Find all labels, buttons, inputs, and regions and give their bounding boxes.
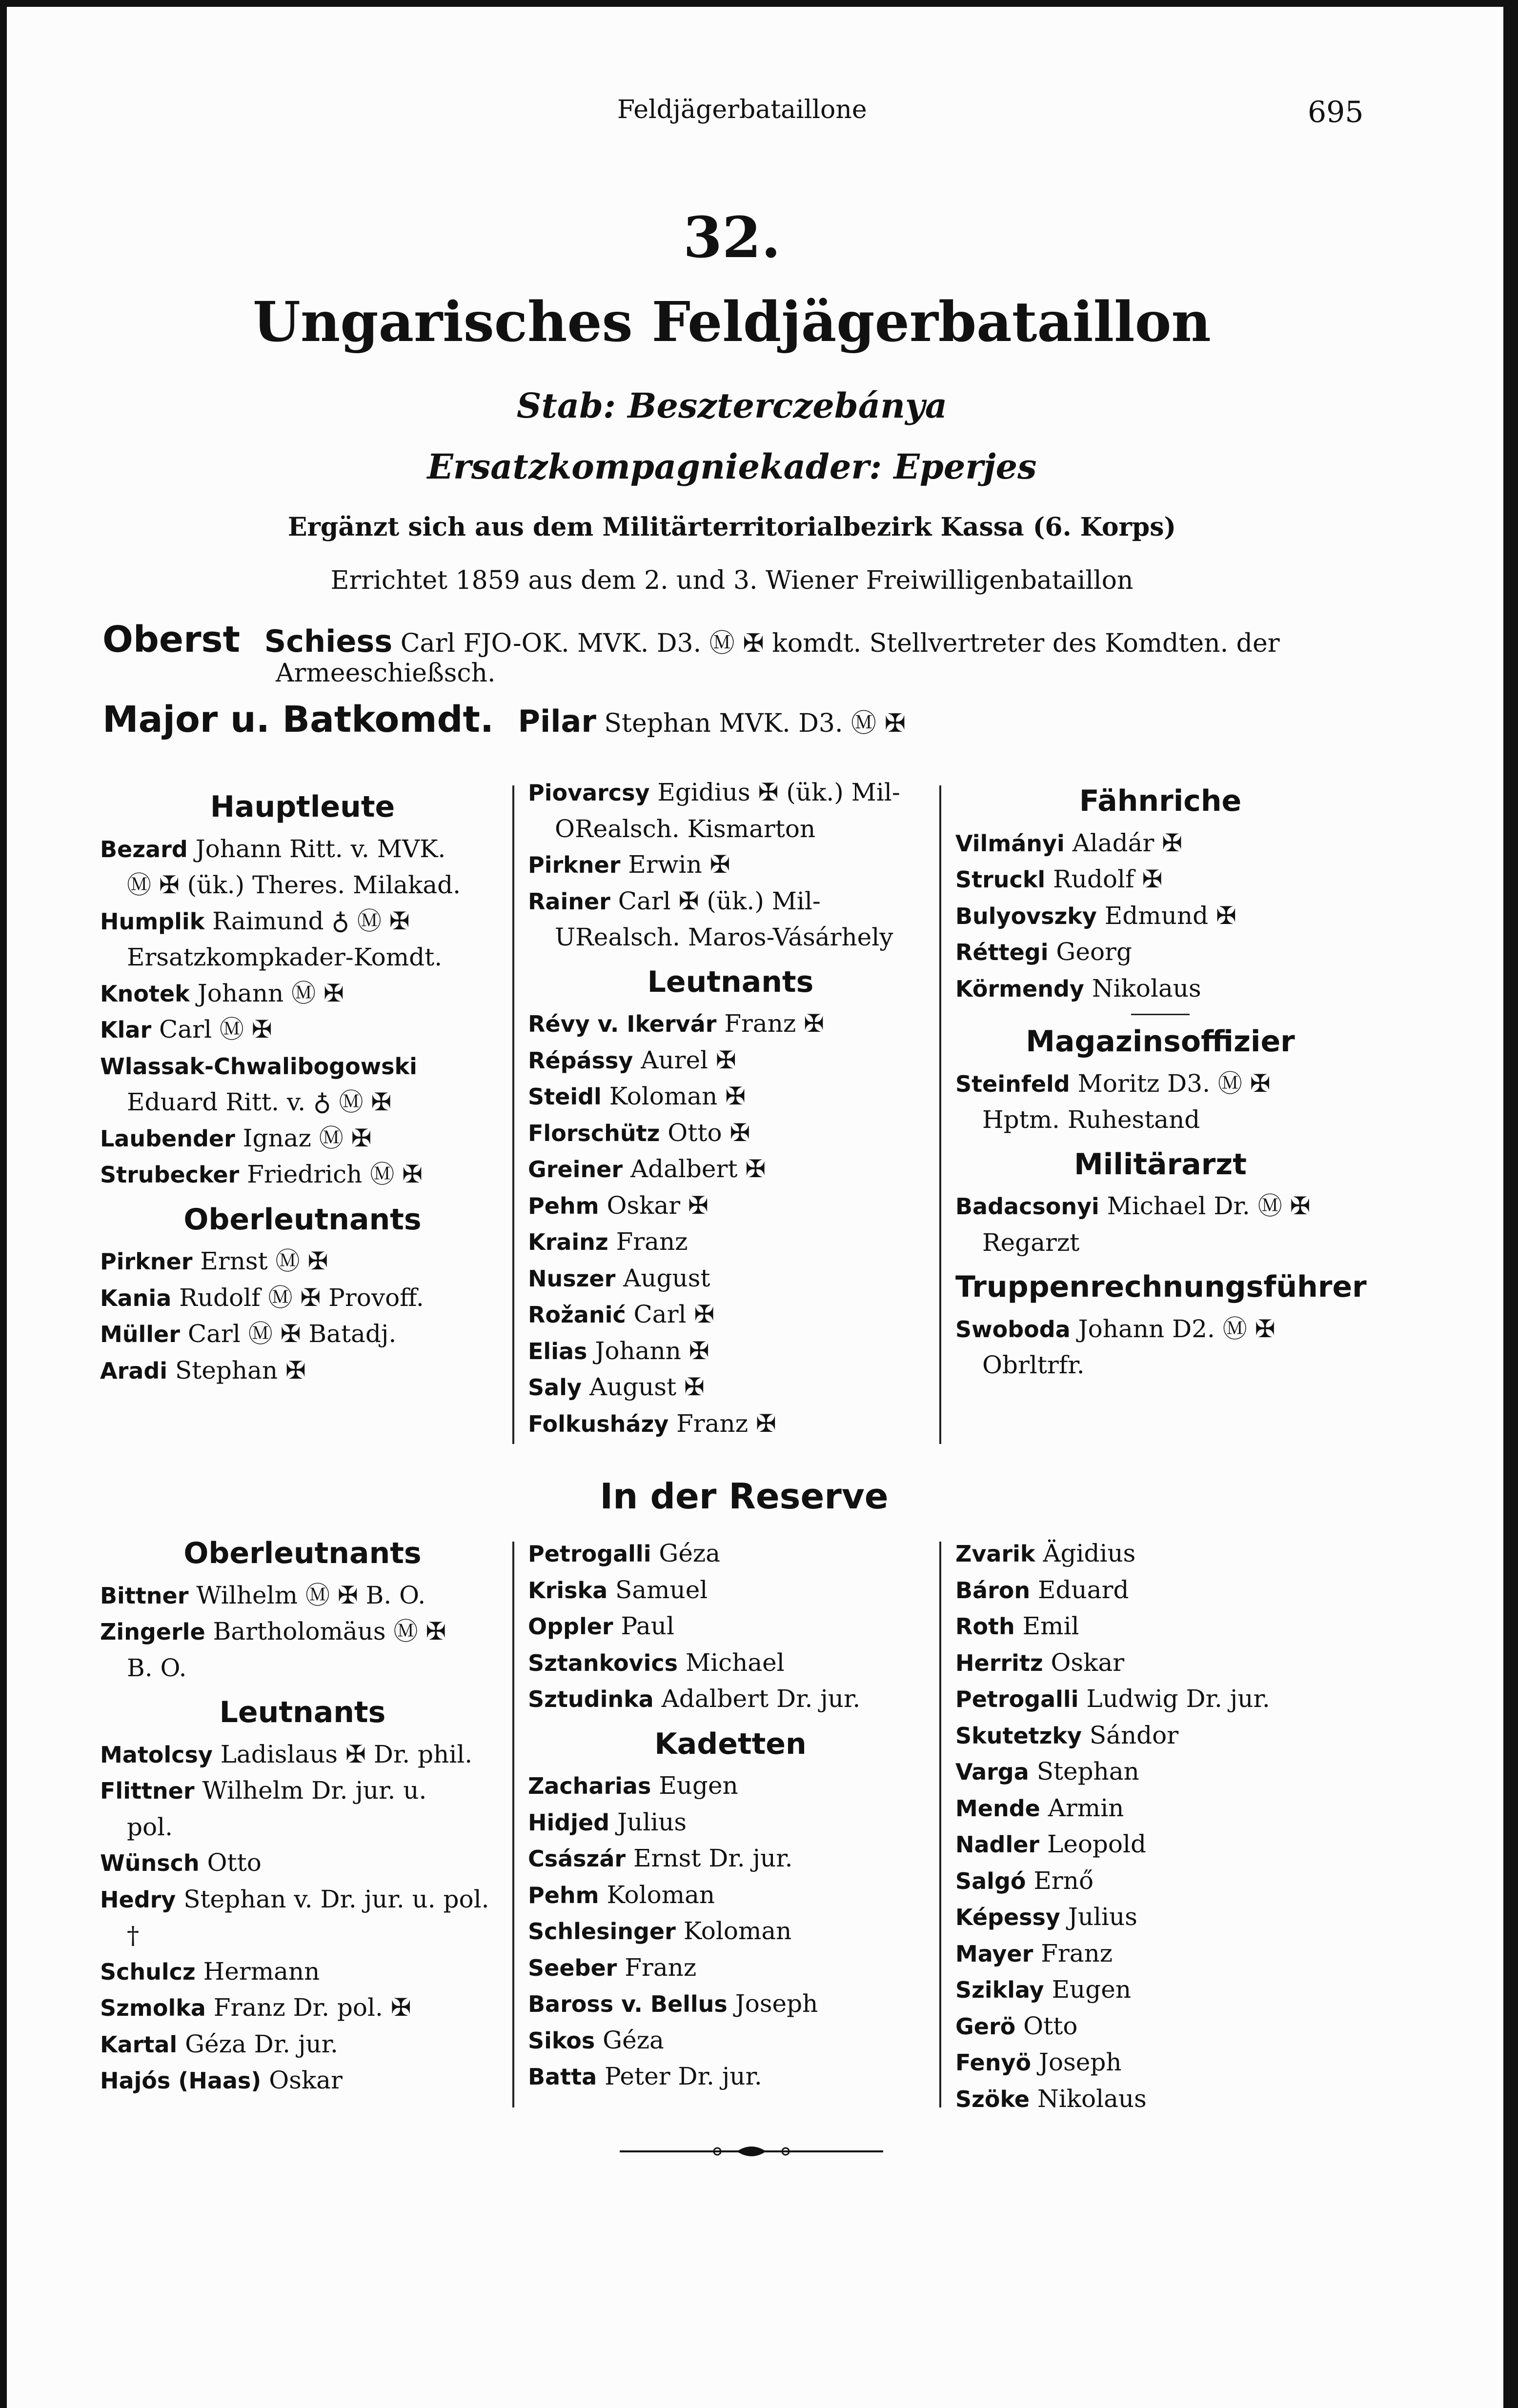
roster-entry [100, 1353, 505, 1389]
person-details: Oskar ✠ [607, 1191, 708, 1220]
roster-entry [955, 1066, 1365, 1103]
roster-entry [528, 1986, 933, 2023]
roster-entry [955, 1536, 1365, 1572]
person-details: Rudolf ✠ [1053, 865, 1163, 893]
person-details: Ernst Dr. jur. [633, 1844, 793, 1872]
reserve-column-1 [100, 1527, 505, 2099]
person-details: Edmund ✠ [1104, 901, 1236, 930]
roster-entry [955, 2008, 1365, 2045]
person-details: Ignaz Ⓜ ✠ [243, 1124, 372, 1152]
roster-entry [528, 775, 933, 811]
roster-entry [528, 1369, 933, 1406]
person-details: Koloman [683, 1917, 792, 1945]
person-surname: Laubender [100, 1125, 235, 1152]
person-surname: Sztudinka [528, 1686, 654, 1712]
person-surname: Pehm [528, 1882, 599, 1908]
roster-entry [528, 1608, 933, 1645]
person-details: B. O. [127, 1653, 187, 1682]
section-rule [1131, 1014, 1190, 1015]
person-details: Eugen [1052, 1975, 1132, 2004]
column-divider [512, 785, 514, 1444]
person-details: Franz [616, 1227, 688, 1256]
unit-title: Ungarisches Feldjägerbataillon [253, 290, 1211, 354]
roster-entry [100, 976, 505, 1012]
roster-entry-continuation [100, 1650, 505, 1686]
roster-entry [100, 1157, 505, 1193]
person-surname: Petrogalli [528, 1541, 651, 1567]
roster-entry [955, 2081, 1365, 2118]
person-details: Ernő [1033, 1866, 1094, 1895]
roster-entry [100, 1244, 505, 1280]
section-heading: Truppenrechnungsführer [955, 1270, 1367, 1304]
person-details: Erwin ✠ [628, 850, 730, 879]
roster-entry [100, 1614, 505, 1650]
person-surname: Baross v. Bellus [528, 1991, 728, 2017]
roster-entry [955, 1188, 1365, 1225]
person-details: Raimund ♁ Ⓜ ✠ [212, 906, 410, 935]
person-details: pol. [127, 1812, 173, 1841]
person-details: Moritz D3. Ⓜ ✠ [1077, 1069, 1271, 1098]
person-details: Adalbert Dr. jur. [661, 1685, 861, 1713]
person-surname: Wünsch [100, 1850, 200, 1876]
roster-entry [955, 862, 1365, 898]
unit-ersatz: Ersatzkompagniekader: Eperjes [427, 446, 1037, 487]
person-surname: Hedry [100, 1886, 176, 1913]
person-details: Johann Ⓜ ✠ [197, 979, 344, 1007]
person-details: August ✠ [589, 1373, 705, 1401]
person-details: Michael [685, 1648, 785, 1677]
reserve-heading: In der Reserve [600, 1476, 889, 1517]
person-details: Franz Dr. pol. ✠ [213, 1993, 411, 2022]
person-surname: Strubecker [100, 1162, 240, 1188]
person-surname: Oppler [528, 1613, 613, 1640]
running-title: Feldjägerbataillone [617, 95, 867, 124]
person-surname: Kartal [100, 2031, 178, 2058]
person-details: Bartholomäus Ⓜ ✠ [213, 1617, 446, 1645]
section-heading: Oberleutnants [183, 1202, 422, 1237]
person-details: Franz ✠ [724, 1009, 825, 1038]
roster-entry [528, 1841, 933, 1877]
roster-entry [528, 1406, 933, 1443]
roster-entry [100, 831, 505, 868]
roster-entry [100, 1882, 505, 1918]
person-surname: Schlesinger [528, 1918, 676, 1945]
roster-entry [100, 2063, 505, 2099]
person-details: Franz [625, 1953, 697, 1982]
roster-entry [100, 2027, 505, 2063]
person-surname: Aradi [100, 1357, 168, 1384]
roster-entry [100, 1316, 505, 1353]
roster-entry [100, 1578, 505, 1614]
person-surname: Salgó [955, 1867, 1026, 1894]
person-details: Aurel ✠ [641, 1045, 736, 1074]
person-surname: Bittner [100, 1582, 189, 1609]
person-details: Peter Dr. jur. [605, 2062, 762, 2090]
person-surname: Rožanić [528, 1302, 626, 1328]
oberst-details: Carl FJO-OK. MVK. D3. Ⓜ ✠ komdt. Stellvertreter des Komdten. der [400, 629, 1280, 658]
person-details: Oskar [269, 2066, 343, 2094]
roster-entry [528, 1877, 933, 1914]
roster-entry-continuation [955, 1102, 1365, 1138]
person-details: Rudolf Ⓜ ✠ Provoff. [179, 1283, 424, 1312]
person-surname: Báron [955, 1577, 1031, 1604]
roster-entry [528, 1768, 933, 1805]
person-details: Hermann [203, 1957, 320, 1986]
person-surname: Elias [528, 1338, 587, 1365]
column-divider [939, 1542, 941, 2107]
person-details: Samuel [615, 1575, 708, 1604]
person-surname: Varga [955, 1759, 1029, 1785]
roster-entry [528, 1261, 933, 1297]
roster-entry [100, 1954, 505, 1990]
person-details: Otto [1023, 2011, 1078, 2040]
roster-entry [528, 2023, 933, 2059]
roster-entry [528, 1681, 933, 1718]
person-surname: Steinfeld [955, 1070, 1070, 1097]
person-surname: Zingerle [100, 1619, 205, 1645]
person-details: Adalbert ✠ [630, 1155, 766, 1183]
roster-entry [528, 1006, 933, 1043]
person-surname: Répássy [528, 1047, 633, 1074]
person-surname: Sziklay [955, 1977, 1044, 2003]
person-surname: Kania [100, 1284, 172, 1311]
roster-entry [955, 1645, 1365, 1682]
roster-entry [955, 1572, 1365, 1609]
person-surname: Struckl [955, 866, 1046, 893]
roster-entry [528, 1572, 933, 1609]
person-details: Emil [1022, 1612, 1079, 1640]
roster-entry [528, 1079, 933, 1115]
person-surname: Batta [528, 2064, 597, 2090]
person-details: Nikolaus [1092, 974, 1201, 1003]
person-details: Johann D2. Ⓜ ✠ [1078, 1314, 1275, 1343]
section-heading: Kadetten [654, 1726, 807, 1761]
roster-entry-continuation [100, 1084, 505, 1121]
roster-entry [528, 847, 933, 883]
person-surname: Krainz [528, 1229, 608, 1255]
oberst-cont: Armeeschießsch. [276, 659, 496, 688]
person-surname: Pehm [528, 1192, 599, 1219]
ornament-divider [620, 2142, 883, 2161]
person-details: Sándor [1089, 1721, 1179, 1749]
roster-entry [528, 1297, 933, 1333]
person-surname: Klar [100, 1017, 152, 1043]
person-surname: Herritz [955, 1649, 1043, 1676]
person-details: Carl Ⓜ ✠ Batadj. [187, 1320, 397, 1348]
roster-entry [100, 1845, 505, 1882]
person-details: Ladislaus ✠ Dr. phil. [220, 1740, 473, 1768]
person-details: Stephan ✠ [175, 1356, 306, 1385]
roster-entry [528, 1151, 933, 1188]
person-details: Ersatzkompkader-Komdt. [127, 943, 443, 971]
person-details: Stephan v. Dr. jur. u. pol. [183, 1885, 489, 1913]
roster-entry [528, 883, 933, 920]
person-surname: Zacharias [528, 1773, 651, 1799]
person-details: Julius [1068, 1903, 1137, 1931]
person-surname: Skutetzky [955, 1722, 1082, 1749]
person-details: Nikolaus [1037, 2084, 1147, 2113]
person-surname: Gerö [955, 2013, 1016, 2040]
roster-entry-continuation [100, 940, 505, 976]
active-column-1 [100, 781, 505, 1389]
roster-entry-continuation [100, 1918, 505, 1954]
person-details: Oskar [1051, 1648, 1125, 1677]
person-details: Otto [207, 1848, 262, 1877]
roster-entry [528, 1224, 933, 1261]
column-divider [939, 785, 941, 1444]
roster-entry [955, 1936, 1365, 1972]
person-details: ORealsch. Kismarton [555, 814, 816, 843]
person-surname: Nuszer [528, 1265, 616, 1292]
roster-entry-continuation [955, 1347, 1365, 1384]
major-line [102, 699, 906, 741]
roster-entry [528, 1805, 933, 1841]
roster-entry-continuation [100, 1809, 505, 1846]
major-details: Stephan MVK. D3. Ⓜ ✠ [604, 709, 906, 738]
person-details: Koloman [607, 1880, 715, 1909]
person-details: Wilhelm Ⓜ ✠ B. O. [196, 1581, 426, 1609]
roster-entry [528, 1333, 933, 1370]
roster-entry [955, 1899, 1365, 1936]
person-surname: Réttegi [955, 939, 1049, 965]
person-surname: Humplik [100, 908, 205, 935]
unit-stab: Stab: Beszterczebánya [516, 385, 948, 426]
reserve-column-3 [955, 1536, 1365, 2117]
person-details: Franz ✠ [676, 1409, 776, 1438]
person-surname: Mayer [955, 1940, 1033, 1967]
roster-entry-continuation [955, 1225, 1365, 1261]
section-heading: Leutnants [647, 964, 814, 999]
roster-entry [955, 1826, 1365, 1863]
person-details: Franz [1041, 1939, 1113, 1967]
person-surname: Fenyö [955, 2049, 1032, 2076]
person-surname: Zvarik [955, 1541, 1035, 1567]
person-surname: Mende [955, 1795, 1040, 1822]
section-heading: Magazinsoffizier [1026, 1024, 1295, 1059]
unit-number: 32. [683, 205, 781, 271]
person-details: Johann Ritt. v. MVK. [195, 834, 446, 863]
person-surname: Császár [528, 1846, 626, 1872]
roster-entry [100, 1121, 505, 1157]
person-surname: Wlassak-Chwalibogowski [100, 1053, 417, 1080]
person-surname: Florschütz [528, 1120, 660, 1146]
person-details: Joseph [1039, 2048, 1122, 2076]
roster-entry [100, 1280, 505, 1317]
roster-entry [955, 971, 1365, 1007]
person-surname: Képessy [955, 1904, 1060, 1930]
active-column-2 [528, 775, 933, 1442]
roster-entry [528, 1188, 933, 1224]
section-heading: Oberleutnants [183, 1536, 422, 1570]
roster-entry [100, 903, 505, 940]
person-surname: Seeber [528, 1954, 617, 1981]
person-surname: Kriska [528, 1577, 608, 1604]
person-details: Hptm. Ruhestand [982, 1105, 1200, 1134]
roster-entry [955, 1608, 1365, 1645]
person-details: Egidius ✠ (ük.) Mil- [657, 778, 900, 806]
roster-entry [528, 1950, 933, 1987]
person-surname: Petrogalli [955, 1686, 1079, 1712]
oberst-rank: Oberst [102, 619, 240, 661]
roster-entry [528, 1043, 933, 1079]
person-details: Eduard Ritt. v. ♁ Ⓜ ✠ [127, 1088, 392, 1116]
page-number: 695 [1308, 95, 1364, 129]
roster-entry [955, 825, 1365, 862]
roster-entry [528, 2059, 933, 2095]
section-heading: Militärarzt [1074, 1147, 1247, 1182]
person-details: Johann ✠ [595, 1336, 709, 1365]
roster-entry-continuation [528, 811, 933, 847]
roster-entry [955, 2045, 1365, 2081]
roster-entry-continuation [528, 920, 933, 956]
person-surname: Folkusházy [528, 1410, 669, 1437]
person-surname: Bulyovszky [955, 903, 1097, 929]
person-details: Leopold [1047, 1830, 1147, 1858]
person-surname: Müller [100, 1321, 180, 1347]
unit-erganzt: Ergänzt sich aus dem Militärterritorialbezirk Kassa (6. Korps) [287, 512, 1176, 542]
active-column-3 [955, 775, 1365, 1384]
person-surname: Sztankovics [528, 1649, 678, 1676]
person-details: Ägidius [1043, 1539, 1136, 1567]
person-details: Julius [617, 1807, 687, 1836]
person-details: Géza [603, 2026, 664, 2054]
unit-errichtet: Errichtet 1859 aus dem 2. und 3. Wiener Freiwilligenbataillon [330, 566, 1133, 595]
person-details: Ⓜ ✠ (ük.) Theres. Milakad. [127, 871, 461, 899]
person-surname: Swoboda [955, 1316, 1071, 1343]
roster-entry [528, 1645, 933, 1682]
section-heading: Fähnriche [1079, 784, 1242, 818]
person-surname: Greiner [528, 1156, 623, 1183]
person-details: August [623, 1264, 710, 1292]
person-details: Aladár ✠ [1072, 828, 1183, 857]
roster-entry [955, 1718, 1365, 1754]
person-details: Joseph [735, 1989, 818, 2018]
roster-entry [955, 898, 1365, 935]
roster-entry [100, 1990, 505, 2027]
person-details: Regarzt [982, 1228, 1080, 1257]
major-rank: Major u. Batkomdt. [102, 699, 494, 741]
person-details: Eugen [659, 1771, 738, 1800]
person-surname: Szmolka [100, 1995, 206, 2021]
person-details: Armin [1048, 1793, 1124, 1822]
person-surname: Bezard [100, 836, 188, 863]
person-surname: Körmendy [955, 975, 1084, 1002]
roster-entry [955, 1790, 1365, 1827]
person-surname: Flittner [100, 1778, 195, 1804]
roster-entry [955, 1863, 1365, 1900]
person-surname: Roth [955, 1613, 1015, 1640]
person-details: Georg [1056, 938, 1132, 966]
person-surname: Révy v. Ikervár [528, 1011, 717, 1037]
person-details: Géza [659, 1539, 721, 1567]
person-surname: Badacsonyi [955, 1193, 1099, 1220]
person-surname: Schulcz [100, 1958, 196, 1985]
person-details: Koloman ✠ [609, 1082, 746, 1110]
oberst-name: Schiess [264, 623, 393, 659]
person-surname: Sikos [528, 2027, 595, 2054]
roster-entry [955, 1754, 1365, 1790]
person-surname: Knotek [100, 980, 190, 1007]
major-name: Pilar [518, 703, 596, 739]
person-surname: Matolcsy [100, 1741, 213, 1768]
roster-entry [955, 934, 1365, 971]
roster-entry [528, 1536, 933, 1572]
column-divider [512, 1542, 514, 2107]
roster-entry [955, 1311, 1365, 1348]
person-surname: Piovarcsy [528, 780, 650, 806]
roster-entry [100, 1012, 505, 1048]
roster-entry [955, 1972, 1365, 2008]
person-surname: Pirkner [528, 852, 621, 878]
reserve-column-2 [528, 1536, 933, 2095]
person-surname: Steidl [528, 1084, 602, 1110]
person-details: Carl ✠ (ük.) Mil- [618, 886, 821, 915]
person-surname: Vilmányi [955, 830, 1065, 857]
person-surname: Nadler [955, 1831, 1040, 1858]
person-details: Wilhelm Dr. jur. u. [202, 1776, 427, 1805]
person-details: Stephan [1036, 1757, 1139, 1786]
roster-entry [100, 1773, 505, 1809]
person-details: Michael Dr. Ⓜ ✠ [1107, 1192, 1311, 1220]
roster-entry [955, 1681, 1365, 1718]
person-details: Otto ✠ [668, 1118, 750, 1147]
person-surname: Saly [528, 1374, 582, 1401]
roster-entry [100, 1048, 505, 1085]
person-details: Ludwig Dr. jur. [1086, 1685, 1270, 1713]
section-heading: Leutnants [219, 1695, 386, 1729]
roster-entry [100, 1737, 505, 1773]
person-surname: Szöke [955, 2086, 1030, 2112]
person-details: † [127, 1921, 139, 1949]
roster-entry-continuation [100, 867, 505, 903]
person-surname: Hidjed [528, 1809, 610, 1836]
roster-entry [528, 1913, 933, 1950]
person-details: Carl ✠ [633, 1300, 715, 1328]
person-details: Obrltrfr. [982, 1351, 1085, 1379]
roster-entry [528, 1115, 933, 1152]
person-surname: Hajós (Haas) [100, 2067, 262, 2094]
section-heading: Hauptleute [210, 790, 395, 824]
person-details: Géza Dr. jur. [185, 2029, 338, 2058]
person-details: Paul [621, 1612, 674, 1640]
person-details: Eduard [1038, 1575, 1129, 1604]
oberst-line [102, 619, 1280, 661]
person-surname: Rainer [528, 888, 610, 915]
person-details: Friedrich Ⓜ ✠ [247, 1160, 423, 1188]
person-surname: Pirkner [100, 1248, 193, 1275]
person-details: URealsch. Maros-Vásárhely [555, 923, 893, 951]
person-details: Ernst Ⓜ ✠ [200, 1247, 328, 1275]
person-details: Carl Ⓜ ✠ [159, 1015, 272, 1043]
